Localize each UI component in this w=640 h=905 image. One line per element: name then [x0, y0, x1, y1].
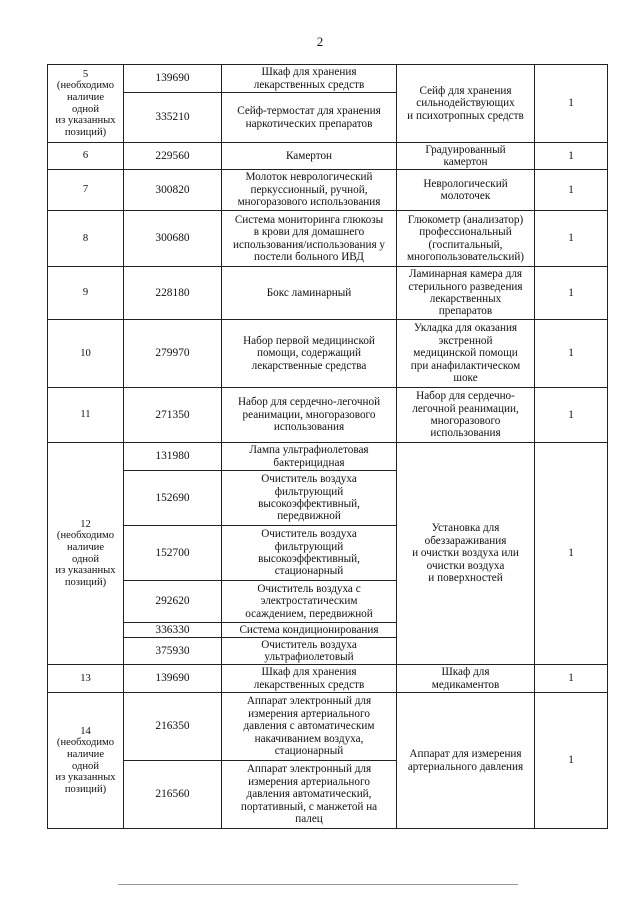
code-cell: 131980 [124, 443, 222, 471]
item-name-cell: Набор первой медицинской помощи, содержащий лекарственные средства [222, 320, 397, 388]
item-name-cell: Бокс ламинарный [222, 267, 397, 320]
item-name-cell: Молоток неврологический перкуссионный, ручной, многоразового использования [222, 170, 397, 211]
group-name-cell: Укладка для оказания экстренной медицинской помощи при анафилактическом шоке [397, 320, 535, 388]
item-name-cell: Аппарат электронный для измерения артериального давления с автоматическим накачиванием воздуха, стационарный [222, 693, 397, 761]
item-name-cell: Очиститель воздуха ультрафиолетовый [222, 638, 397, 665]
item-name-cell: Очиститель воздуха фильтрующий высокоэффективный, передвижной [222, 471, 397, 526]
quantity-cell: 1 [535, 143, 608, 170]
code-cell: 139690 [124, 65, 222, 93]
item-name-cell: Система кондиционирования [222, 623, 397, 638]
code-cell: 300820 [124, 170, 222, 211]
row-number: 5 (необходимо наличие одной из указанных позиций) [48, 65, 124, 143]
quantity-cell: 1 [535, 388, 608, 443]
table-row [48, 211, 608, 267]
code-cell: 228180 [124, 267, 222, 320]
item-name-cell: Очиститель воздуха фильтрующий высокоэффективный, стационарный [222, 526, 397, 581]
row-number: 11 [48, 388, 124, 443]
item-name-cell: Очиститель воздуха с электростатическим осаждением, передвижной [222, 581, 397, 623]
code-cell: 229560 [124, 143, 222, 170]
item-name-cell: Лампа ультрафиолетовая бактерицидная [222, 443, 397, 471]
group-name-cell: Шкаф для медикаментов [397, 665, 535, 693]
group-name-cell: Аппарат для измерения артериального давления [397, 693, 535, 829]
footer-divider [118, 884, 518, 885]
code-cell: 336330 [124, 623, 222, 638]
quantity-cell: 1 [535, 443, 608, 665]
row-number: 9 [48, 267, 124, 320]
equipment-table [47, 64, 608, 829]
quantity-cell: 1 [535, 320, 608, 388]
item-name-cell: Система мониторинга глюкозы в крови для домашнего использования/использования у постели больного ИВД [222, 211, 397, 267]
code-cell: 271350 [124, 388, 222, 443]
item-name-cell: Аппарат электронный для измерения артериального давления автоматический, портативный, с манжетой на палец [222, 761, 397, 829]
code-cell: 300680 [124, 211, 222, 267]
code-cell: 216560 [124, 761, 222, 829]
item-name-cell: Шкаф для хранения лекарственных средств [222, 65, 397, 93]
code-cell: 216350 [124, 693, 222, 761]
row-number: 12 (необходимо наличие одной из указанных позиций) [48, 443, 124, 665]
table-row [48, 693, 608, 761]
table-row [48, 267, 608, 320]
code-cell: 335210 [124, 93, 222, 143]
row-number: 6 [48, 143, 124, 170]
page-number: 2 [316, 34, 324, 49]
table-row [48, 320, 608, 388]
table-row [48, 143, 608, 170]
table-row [48, 443, 608, 471]
quantity-cell: 1 [535, 665, 608, 693]
row-number: 7 [48, 170, 124, 211]
group-name-cell: Градуированный камертон [397, 143, 535, 170]
code-cell: 139690 [124, 665, 222, 693]
table-row [48, 388, 608, 443]
group-name-cell: Ламинарная камера для стерильного разведения лекарственных препаратов [397, 267, 535, 320]
group-name-cell: Установка для обеззараживания и очистки воздуха или очистки воздуха и поверхностей [397, 443, 535, 665]
table-row [48, 170, 608, 211]
code-cell: 152690 [124, 471, 222, 526]
row-number: 8 [48, 211, 124, 267]
quantity-cell: 1 [535, 65, 608, 143]
quantity-cell: 1 [535, 211, 608, 267]
code-cell: 375930 [124, 638, 222, 665]
quantity-cell: 1 [535, 170, 608, 211]
item-name-cell: Набор для сердечно-легочной реанимации, многоразового использования [222, 388, 397, 443]
group-name-cell: Неврологический молоточек [397, 170, 535, 211]
group-name-cell: Сейф для хранения сильнодействующих и психотропных средств [397, 65, 535, 143]
code-cell: 152700 [124, 526, 222, 581]
quantity-cell: 1 [535, 693, 608, 829]
group-name-cell: Глюкометр (анализатор) профессиональный (госпитальный, многопользовательский) [397, 211, 535, 267]
table-row [48, 65, 608, 93]
item-name-cell: Камертон [222, 143, 397, 170]
code-cell: 292620 [124, 581, 222, 623]
code-cell: 279970 [124, 320, 222, 388]
item-name-cell: Шкаф для хранения лекарственных средств [222, 665, 397, 693]
item-name-cell: Сейф-термостат для хранения наркотических препаратов [222, 93, 397, 143]
row-number: 14 (необходимо наличие одной из указанных позиций) [48, 693, 124, 829]
quantity-cell: 1 [535, 267, 608, 320]
row-number: 13 [48, 665, 124, 693]
row-number: 10 [48, 320, 124, 388]
table-row [48, 665, 608, 693]
group-name-cell: Набор для сердечно- легочной реанимации, многоразового использования [397, 388, 535, 443]
